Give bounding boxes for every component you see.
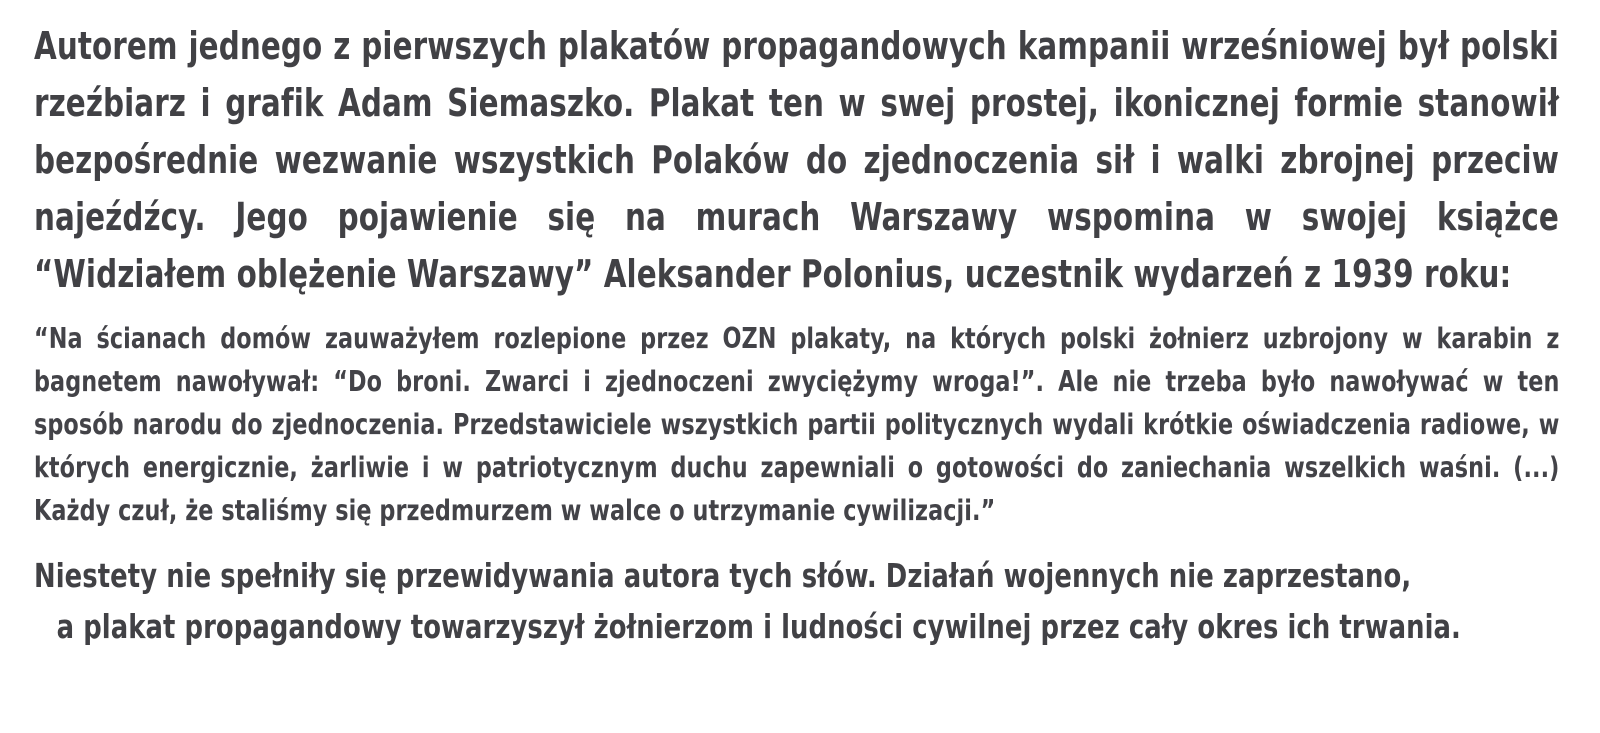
closing-line-2: a plakat propagandowy towarzyszył żołnierzom i ludności cywilnej przez cały okres ich trwania.: [56, 607, 1461, 646]
quoted-memoir-paragraph: “Na ścianach domów zauważyłem rozlepione przez OZN plakaty, na których polski żołnierz uzbrojony w karabin z bagnetem nawoływał: “Do broni. Zwarci i zjednoczeni zwyciężymy wroga!”. Ale nie trzeba było nawoływać w ten sposób narodu do zjednoczenia. Przedstawiciele wszystkich partii politycznych wydali krótkie oświadczenia radiowe, w których energicznie, żarliwie i w patriotycznym duchu zapewniali o gotowości do zaniechania wszelkich waśni. (...) Każdy czuł, że staliśmy się przedmurzem w walce o utrzymanie cywilizacji.”: [34, 322, 1560, 527]
lead-paragraph: Autorem jednego z pierwszych plakatów propagandowych kampanii wrześniowej był polski rzeźbiarz i grafik Adam Siemaszko. Plakat ten w swej prostej, ikonicznej formie stanowił bezpośrednie wezwanie wszystkich Polaków do zjednoczenia sił i walki zbrojnej przeciw najeźdźcy. Jego pojawienie się na murach Warszawy wspomina w swojej książce “Widziałem oblężenie Warszawy” Aleksander Polonius, uczestnik wydarzeń z 1939 roku:: [34, 24, 1559, 296]
closing-line-1: Niestety nie spełniły się przewidywania autora tych słów. Działań wojennych nie zaprzestano,: [34, 556, 1412, 595]
closing-paragraph: [34, 550, 1559, 652]
